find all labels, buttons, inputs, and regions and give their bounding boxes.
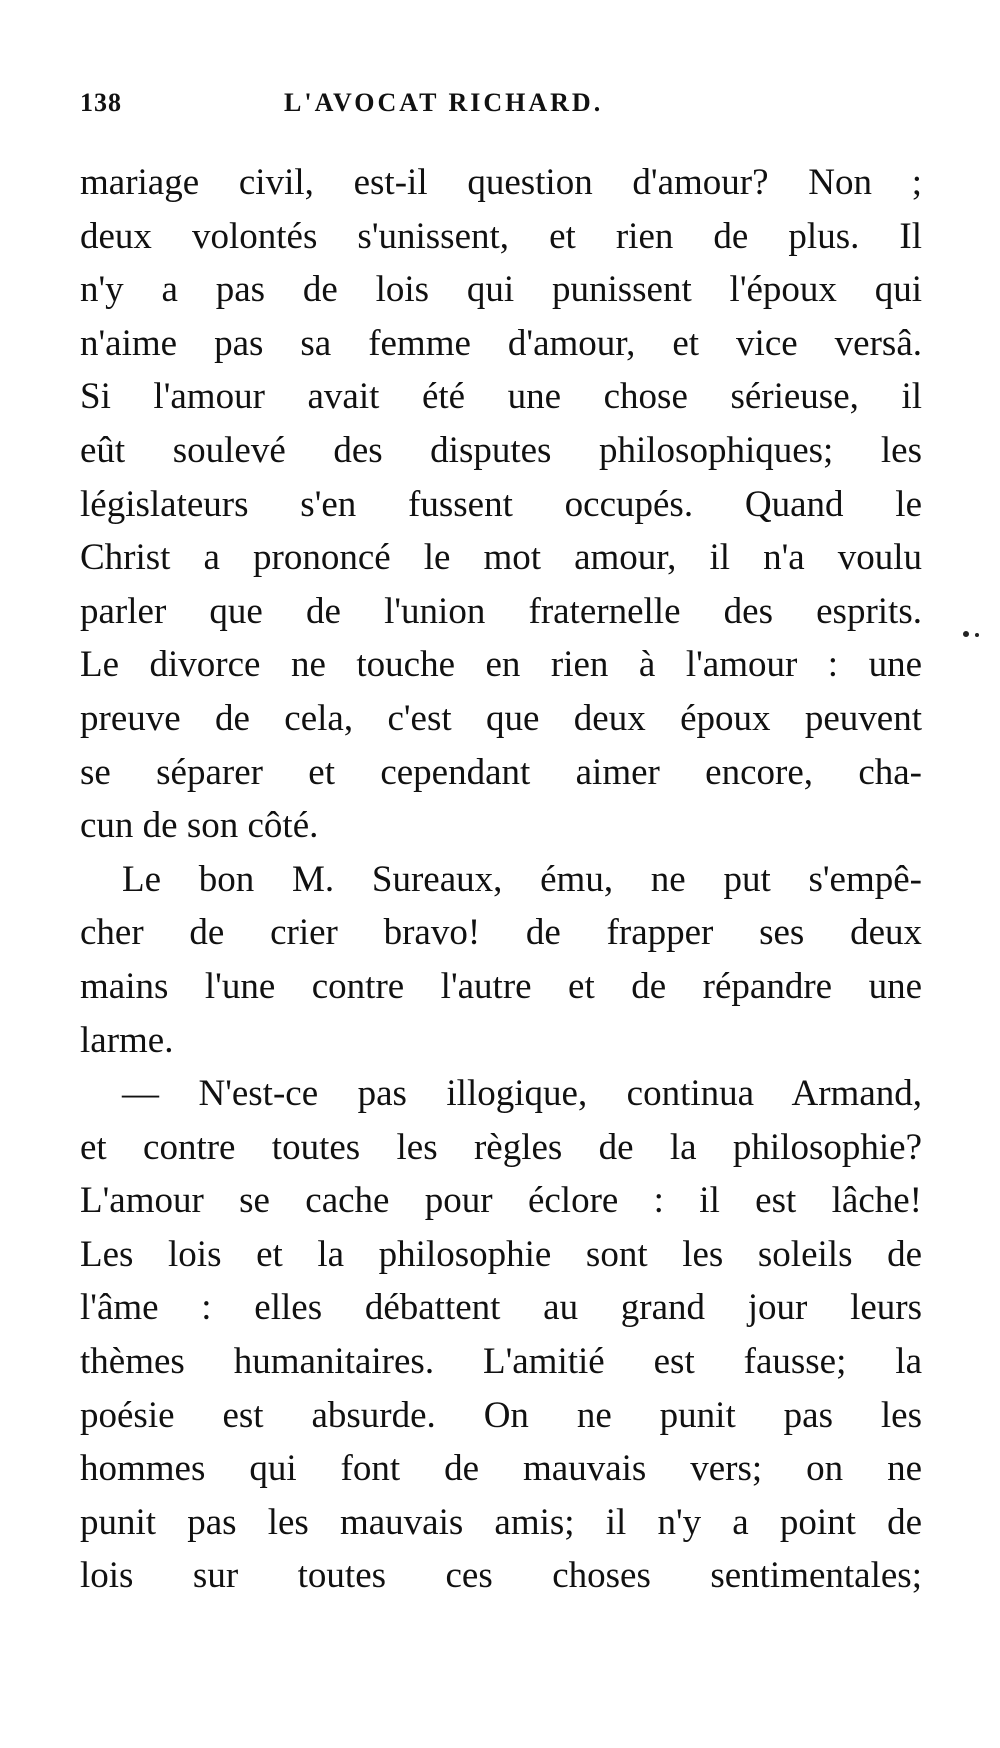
text-line: l'âme : elles débattent au grand jour leurs bbox=[80, 1287, 922, 1329]
text-line: deux volontés s'unissent, et rien de plus. Il bbox=[80, 215, 922, 257]
page-number: 138 bbox=[80, 88, 122, 117]
text-line: Christ a prononcé le mot amour, il n'a voulu bbox=[80, 537, 922, 579]
text-line: cher de crier bravo! de frapper ses deux bbox=[80, 912, 922, 954]
text-line: mains l'une contre l'autre et de répandre une bbox=[80, 965, 922, 1007]
text-line: Si l'amour avait été une chose sérieuse, il bbox=[80, 376, 922, 418]
text-line: poésie est absurde. On ne punit pas les bbox=[80, 1394, 922, 1436]
text-line: Les lois et la philosophie sont les soleils de bbox=[80, 1233, 922, 1275]
text-line: preuve de cela, c'est que deux époux peuvent bbox=[80, 697, 922, 739]
text-line: — N'est-ce pas illogique, continua Armand, bbox=[122, 1073, 922, 1115]
running-title: L'AVOCAT RICHARD. bbox=[284, 88, 604, 117]
text-line: lois sur toutes ces choses sentimentales; bbox=[80, 1555, 922, 1597]
text-line: parler que de l'union fraternelle des esprits. bbox=[80, 590, 922, 632]
running-head bbox=[80, 88, 920, 122]
text-line: et contre toutes les règles de la philosophie? bbox=[80, 1126, 922, 1168]
text-line: eût soulevé des disputes philosophiques; les bbox=[80, 429, 922, 471]
text-line: cun de son côté. bbox=[80, 805, 319, 847]
ink-speck bbox=[963, 631, 969, 637]
text-line: se séparer et cependant aimer encore, cha- bbox=[80, 751, 922, 793]
text-line: législateurs s'en fussent occupés. Quand le bbox=[80, 483, 922, 525]
text-line: mariage civil, est-il question d'amour? Non ; bbox=[80, 162, 922, 203]
text-line: larme. bbox=[80, 1019, 174, 1061]
text-line: punit pas les mauvais amis; il n'y a point de bbox=[80, 1501, 922, 1543]
text-line: Le bon M. Sureaux, ému, ne put s'empê- bbox=[122, 858, 922, 900]
text-line: n'aime pas sa femme d'amour, et vice versâ. bbox=[80, 322, 922, 364]
body-text bbox=[80, 156, 922, 1603]
text-line: Le divorce ne touche en rien à l'amour : une bbox=[80, 644, 922, 686]
text-line: thèmes humanitaires. L'amitié est fausse; la bbox=[80, 1341, 922, 1383]
text-line: n'y a pas de lois qui punissent l'époux qui bbox=[80, 269, 922, 311]
text-line: hommes qui font de mauvais vers; on ne bbox=[80, 1448, 922, 1490]
text-line: L'amour se cache pour éclore : il est lâche! bbox=[80, 1180, 922, 1222]
ink-speck bbox=[975, 633, 979, 637]
